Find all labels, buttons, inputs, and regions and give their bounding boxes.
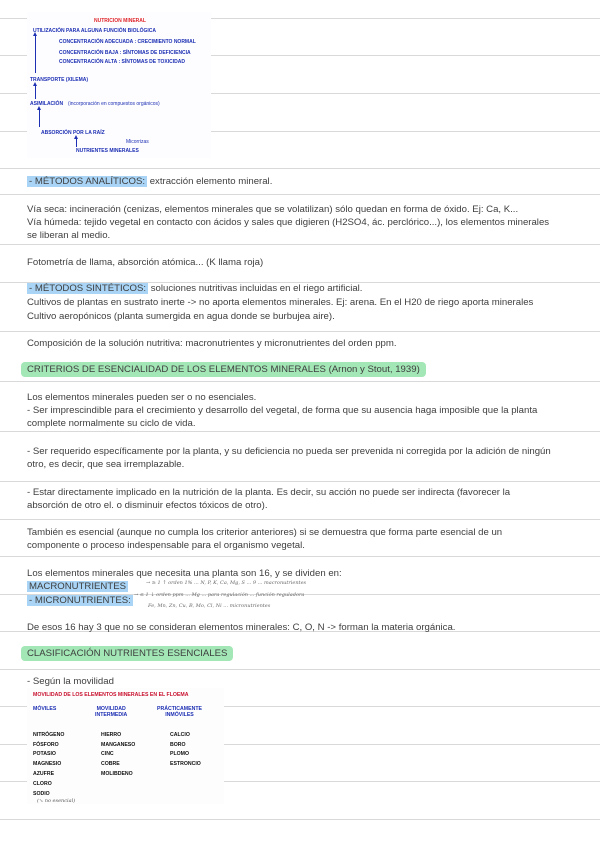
wet-route-2: se liberan al medio. xyxy=(27,230,111,241)
analytic-methods-label: - MÉTODOS ANALÍTICOS: xyxy=(29,176,146,187)
diagram-root-absorption: ABSORCIÓN POR LA RAÍZ xyxy=(41,130,105,136)
flame-photometry: Fotometría de llama, absorción atómica... (K llama roja) xyxy=(27,257,264,268)
diagram-title: NUTRICION MINERAL xyxy=(94,18,146,24)
arrow-up-icon xyxy=(76,138,77,147)
diagram-assimilation-note: (incorporación en compuestos orgánicos) xyxy=(68,101,160,107)
criteria-intro: Los elementos minerales pueden ser o no esenciales. xyxy=(27,392,257,403)
micronutrients-label: - MICRONUTRIENTES: xyxy=(29,595,131,606)
macronutrients-line xyxy=(27,580,128,593)
col-immobile-line-2: INMÓVILES xyxy=(165,712,194,718)
arrow-up-icon xyxy=(35,35,36,73)
mobile-item: AZUFRE xyxy=(33,771,55,777)
immobile-item: PLOMO xyxy=(170,751,190,757)
intermediate-item: COBRE xyxy=(101,761,120,767)
criteria-1b: complete normalmente su ciclo de vida. xyxy=(27,418,196,429)
criteria-2b: otro, es decir, que sea irremplazable. xyxy=(27,459,185,470)
col-intermediate-line-1: MOVILIDAD xyxy=(96,706,126,712)
synthetic-methods-line xyxy=(27,282,362,295)
intermediate-item: MANGANESO xyxy=(101,742,136,748)
col-intermediate-header xyxy=(95,706,127,718)
mobile-item: FÓSFORO xyxy=(33,742,59,748)
mobile-item: SODIO xyxy=(33,791,50,797)
diagram-conc-high: CONCENTRACIÓN ALTA : SÍNTOMAS DE TOXICIDAD xyxy=(59,59,185,65)
nutritive-composition: Composición de la solución nutritiva: macronutrientes y micronutrientes del orden ppm. xyxy=(27,338,397,349)
col-immobile-header xyxy=(157,706,202,718)
mobile-item: NITRÓGENO xyxy=(33,732,65,738)
diagram-assimilation: ASIMILACIÓN xyxy=(30,101,64,107)
classification-heading: CLASIFICACIÓN NUTRIENTES ESENCIALES xyxy=(21,646,233,661)
by-mobility: - Según la movilidad xyxy=(27,676,114,687)
criteria-2a: - Ser requerido específicamente por la planta, y su deficiencia no pueda ser prevenida ni corregida por la adición de ningún xyxy=(27,446,551,457)
criteria-3b: absorción de otro el. o disminuir efectos tóxicos de otro). xyxy=(27,500,268,511)
synthetic-methods-text: soluciones nutritivas incluidas en el riego artificial. xyxy=(148,283,363,294)
classification-heading-wrap xyxy=(21,647,233,660)
mobile-item: POTASIO xyxy=(33,751,56,757)
criteria-heading: CRITERIOS DE ESENCIALIDAD DE LOS ELEMENTOS MINERALES (Arnon y Stout, 1939) xyxy=(21,362,426,377)
cultivos-1: Cultivos de plantas en sustrato inerte -> no aporta elementos minerales. Ej: arena. En el H20 de riego aporta minerales xyxy=(27,297,534,308)
diagram-mineral-nutrients: NUTRIENTES MINERALES xyxy=(76,148,139,154)
cultivos-2: Cultivo aeropónicos (planta sumergida en agua donde se burbujea aire). xyxy=(27,311,335,322)
synthetic-methods-label: - MÉTODOS SINTÉTICOS: xyxy=(29,283,147,294)
intermediate-item: HIERRO xyxy=(101,732,122,738)
dry-route: Vía seca: incineración (cenizas, elementos minerales que se volatilizan) sólo quedan en forma de óxido. Ej: Ca, K... xyxy=(27,204,519,215)
mobile-item: CLORO xyxy=(33,781,52,787)
diagram-conc-adequate: CONCENTRACIÓN ADECUADA : CRECIMIENTO NORMAL xyxy=(59,39,196,45)
analytic-methods-text: extracción elemento mineral. xyxy=(147,176,273,187)
sixteen-elements: Los elementos minerales que necesita una planta son 16, y se dividen en: xyxy=(27,568,342,579)
criteria-3a: - Estar directamente implicado en la nutrición de la planta. Es decir, su acción no puede ser indirecta (favorecer la xyxy=(27,487,511,498)
criteria-heading-wrap xyxy=(21,363,426,376)
macronutrients-handnote: → ≥ 1 ↑ orden 1% ... N, P, K, Ca, Mg, S ... 9 ... macronutrientes xyxy=(146,580,307,586)
micronutrients-line xyxy=(27,594,133,607)
intermediate-item: CINC xyxy=(101,751,114,757)
arrow-up-icon xyxy=(35,85,36,99)
criteria-4a: También es esencial (aunque no cumpla los criterior anteriores) si se demuestra que forma parte esencial de un xyxy=(27,527,503,538)
col-immobile-line-1: PRÁCTICAMENTE xyxy=(157,706,202,712)
diagram-conc-low: CONCENTRACIÓN BAJA : SÍNTOMAS DE DEFICIENCIA xyxy=(59,50,191,56)
phloem-mobility-table xyxy=(27,688,224,804)
non-mineral-elements: De esos 16 hay 3 que no se consideran elementos minerales: C, O, N -> forman la materia orgánica. xyxy=(27,622,456,633)
diagram-transport: TRANSPORTE (XILEMA) xyxy=(30,77,89,83)
micronutrients-handnote-1: → ≤ 1 ↓ orden ppm ... Mg ... para regulación ... función reguladora xyxy=(134,592,305,598)
analytic-methods-line xyxy=(27,175,272,188)
mobile-item: MAGNESIO xyxy=(33,761,62,767)
intermediate-item: MOLIBDENO xyxy=(101,771,133,777)
macronutrients-label: MACRONUTRIENTES xyxy=(29,581,127,592)
criteria-1a: - Ser imprescindible para el crecimiento y desarrollo del vegetal, de forma que su ausencia haga imposible que la planta xyxy=(27,405,538,416)
sodium-handnote: (↘ no esencial) xyxy=(37,798,76,804)
immobile-item: ESTRONCIO xyxy=(170,761,201,767)
micronutrients-handnote-2: Fe, Mn, Zn, Cu, B, Mo, Cl, Ni ... micronutrientes xyxy=(148,603,271,609)
immobile-item: CALCIO xyxy=(170,732,190,738)
col-mobile-header: MÓVILES xyxy=(33,706,57,712)
diagram-utilization: UTILIZACIÓN PARA ALGUNA FUNCIÓN BIOLÓGICA xyxy=(33,28,156,34)
arrow-up-icon xyxy=(39,109,40,127)
col-intermediate-line-2: INTERMEDIA xyxy=(95,712,128,718)
wet-route-1: Vía húmeda: tejido vegetal en contacto con ácidos y sales que digieren (H2SO4, ác. perclórico...), los elementos minerales xyxy=(27,217,550,228)
diagram-mycorrhizae: Micorrizas xyxy=(126,139,149,145)
mineral-nutrition-diagram xyxy=(27,12,211,158)
table-title: MOVILIDAD DE LOS ELEMENTOS MINERALES EN EL FLOEMA xyxy=(33,692,189,698)
immobile-item: BORO xyxy=(170,742,186,748)
criteria-4b: componente o proceso indespensable para el organismo vegetal. xyxy=(27,540,305,551)
